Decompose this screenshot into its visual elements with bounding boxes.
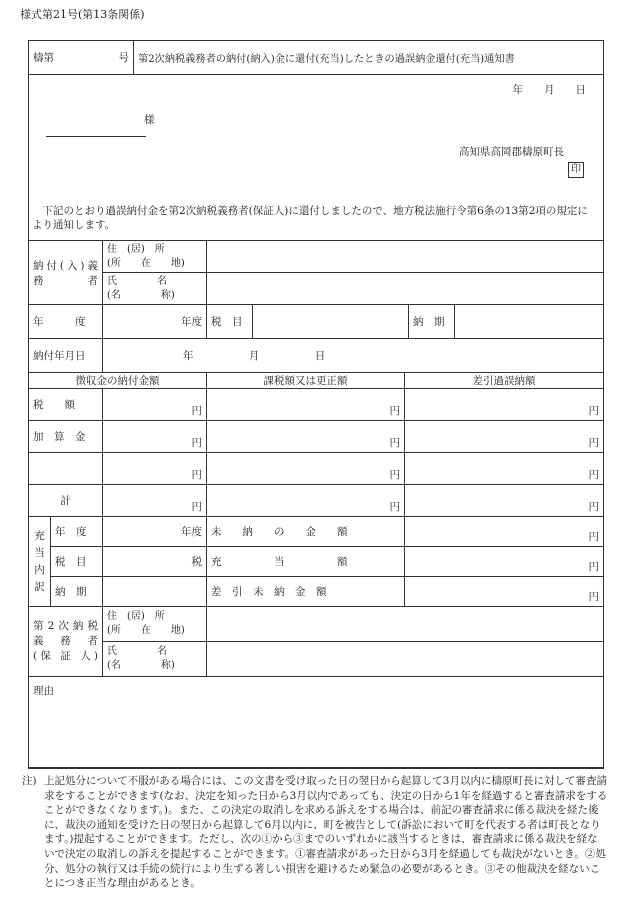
yen-unit: 円 [405, 389, 604, 421]
pay-date-month: 月 [248, 350, 260, 362]
yen-unit: 円 [405, 547, 604, 577]
allot-applied-label: 充 当 額 [207, 547, 405, 577]
payer-address-label [103, 241, 207, 273]
side-char: 内 [34, 563, 45, 576]
due-value[interactable] [455, 305, 604, 339]
note-prefix: 注) [22, 775, 37, 787]
allot-tax-label: 税 目 [51, 547, 103, 577]
recipient-name-line [46, 124, 146, 137]
yen-unit: 円 [103, 389, 207, 421]
secondary-address-value[interactable] [207, 607, 604, 642]
payer-addr-a: 住 (居) 所 [107, 243, 165, 255]
yen-unit: 円 [207, 485, 405, 517]
form-number: 様式第21号(第13条関係) [20, 8, 145, 21]
yen-unit: 円 [207, 389, 405, 421]
yen-unit: 円 [405, 577, 604, 607]
allotment-side-label [29, 517, 51, 607]
amount-row-label: 税 額 [29, 389, 103, 421]
reason-cell[interactable] [29, 677, 604, 769]
yen-unit: 円 [405, 421, 604, 453]
reason-label: 理由 [33, 685, 54, 697]
pay-date-year: 年 [183, 350, 194, 362]
secondary-label [29, 607, 103, 677]
amount-row-label: 加 算 金 [29, 421, 103, 453]
allot-unpaid-label: 未 納 の 金 額 [207, 517, 405, 547]
allot-year-label: 年 度 [51, 517, 103, 547]
document-number-cell [29, 41, 134, 75]
side-char: 充 [34, 529, 45, 542]
allot-due-label: 納 期 [51, 577, 103, 607]
side-char: 訳 [34, 580, 45, 593]
secondary-address-label [103, 607, 207, 642]
allot-due-value[interactable] [103, 577, 207, 607]
secondary-name-value[interactable] [207, 642, 604, 677]
yen-unit: 円 [405, 453, 604, 485]
yen-unit: 円 [207, 453, 405, 485]
payer-name-label [103, 273, 207, 305]
secondary-label-3: (保 証 人) [33, 650, 98, 662]
recipient-suffix: 様 [144, 114, 155, 126]
seal [568, 162, 584, 178]
payer-name-b: (名 称) [107, 289, 175, 301]
sec-name-a: 氏 名 [107, 646, 167, 657]
secondary-table [28, 606, 604, 769]
title-row-table [28, 40, 604, 75]
payer-name-value[interactable] [207, 273, 604, 305]
appeal-note [22, 774, 608, 891]
secondary-label-1: 第2次納税 [33, 620, 98, 632]
sec-addr-a: 住 (居) 所 [107, 611, 165, 622]
allot-year-unit: 年度 [103, 517, 207, 547]
payer-address-value[interactable] [207, 241, 604, 273]
amount-row-total: 計 [29, 485, 103, 517]
intro-text: 下記のとおり過誤納付金を第2次納税義務者(保証人)に還付しましたので、地方税法施行令第6条の13第2項の規定により通知します。 [32, 205, 588, 231]
issue-date: 年 月 日 [512, 84, 586, 96]
pay-date-label: 納付年月日 [29, 339, 103, 373]
payer-label-1: 納付(入)義 [33, 259, 98, 272]
secondary-name-label [103, 642, 207, 677]
payer-name-a: 氏 名 [107, 275, 167, 287]
year-unit: 年度 [103, 305, 207, 339]
note-text: 上記処分について不服がある場合には、この文書を受け取った日の翌日から起算して3月以内に檮原町長に対して審査請求をすることができます(なお、決定を知った日から3月以内であっても、決定の日から1年を経過すると審査請求をすることができなくなります。)。また、この決定の取消しを求める訴えをする場合は、前記の審査請求に係る裁決を経た後に、裁決の通知を受けた日の翌日から起算して6月以内に、町を被告として(訴訟において町を代表する者は町長となります。)提起することができます。ただし、次の①から③までのいずれかに該当するときは、審査請求に係る裁決を経ないで決定の取消しの訴えを提起することができます。①審査請求があった日から3月を経過しても裁決がないとき。②処分、処分の執行又は手続の続行により生ずる著しい損害を避けるため緊急の必要があるとき。③その他裁決を経ないことにつき正当な理由があるとき。 [44, 775, 608, 890]
document-title: 第2次納税義務者の納付(納入)金に還付(充当)したときの過誤納金還付(充当)通知書 [134, 41, 604, 75]
allot-tax-unit: 税 [103, 547, 207, 577]
doc-no-suffix: 号 [118, 52, 129, 64]
payer-addr-b: (所 在 地) [107, 257, 185, 269]
issuer-name: 高知県高岡郡檮原町長 [459, 146, 564, 158]
amount-table [28, 372, 604, 517]
yen-unit: 円 [405, 485, 604, 517]
amount-head-overpaid: 差引過誤納額 [405, 373, 604, 389]
pay-date-day: 日 [314, 350, 326, 362]
yen-unit: 円 [103, 485, 207, 517]
amount-row-label [29, 453, 103, 485]
amount-head-paid: 徴収金の納付金額 [29, 373, 207, 389]
yen-unit: 円 [103, 421, 207, 453]
seal-mark: 印 [568, 162, 584, 178]
header-area [28, 74, 604, 240]
amount-head-assessed: 課税額又は更正額 [207, 373, 405, 389]
tax-item-value[interactable] [253, 305, 409, 339]
pay-date-value [103, 339, 604, 373]
due-label: 納 期 [409, 305, 455, 339]
sec-addr-b: (所 在 地) [107, 625, 185, 636]
allotment-table [28, 516, 604, 607]
side-char: 当 [34, 546, 45, 559]
yen-unit: 円 [207, 421, 405, 453]
year-label: 年 度 [29, 305, 103, 339]
secondary-label-2: 義 務 者 [33, 635, 98, 647]
doc-no-prefix: 檮第 [33, 52, 54, 64]
payer-label [29, 241, 103, 305]
payer-label-2: 務 者 [33, 274, 98, 287]
yen-unit: 円 [405, 517, 604, 547]
yen-unit: 円 [103, 453, 207, 485]
allot-net-label: 差 引 未 納 金 額 [207, 577, 405, 607]
payer-table [28, 240, 604, 373]
tax-item-label: 税 目 [207, 305, 253, 339]
sec-name-b: (名 称) [107, 660, 175, 671]
